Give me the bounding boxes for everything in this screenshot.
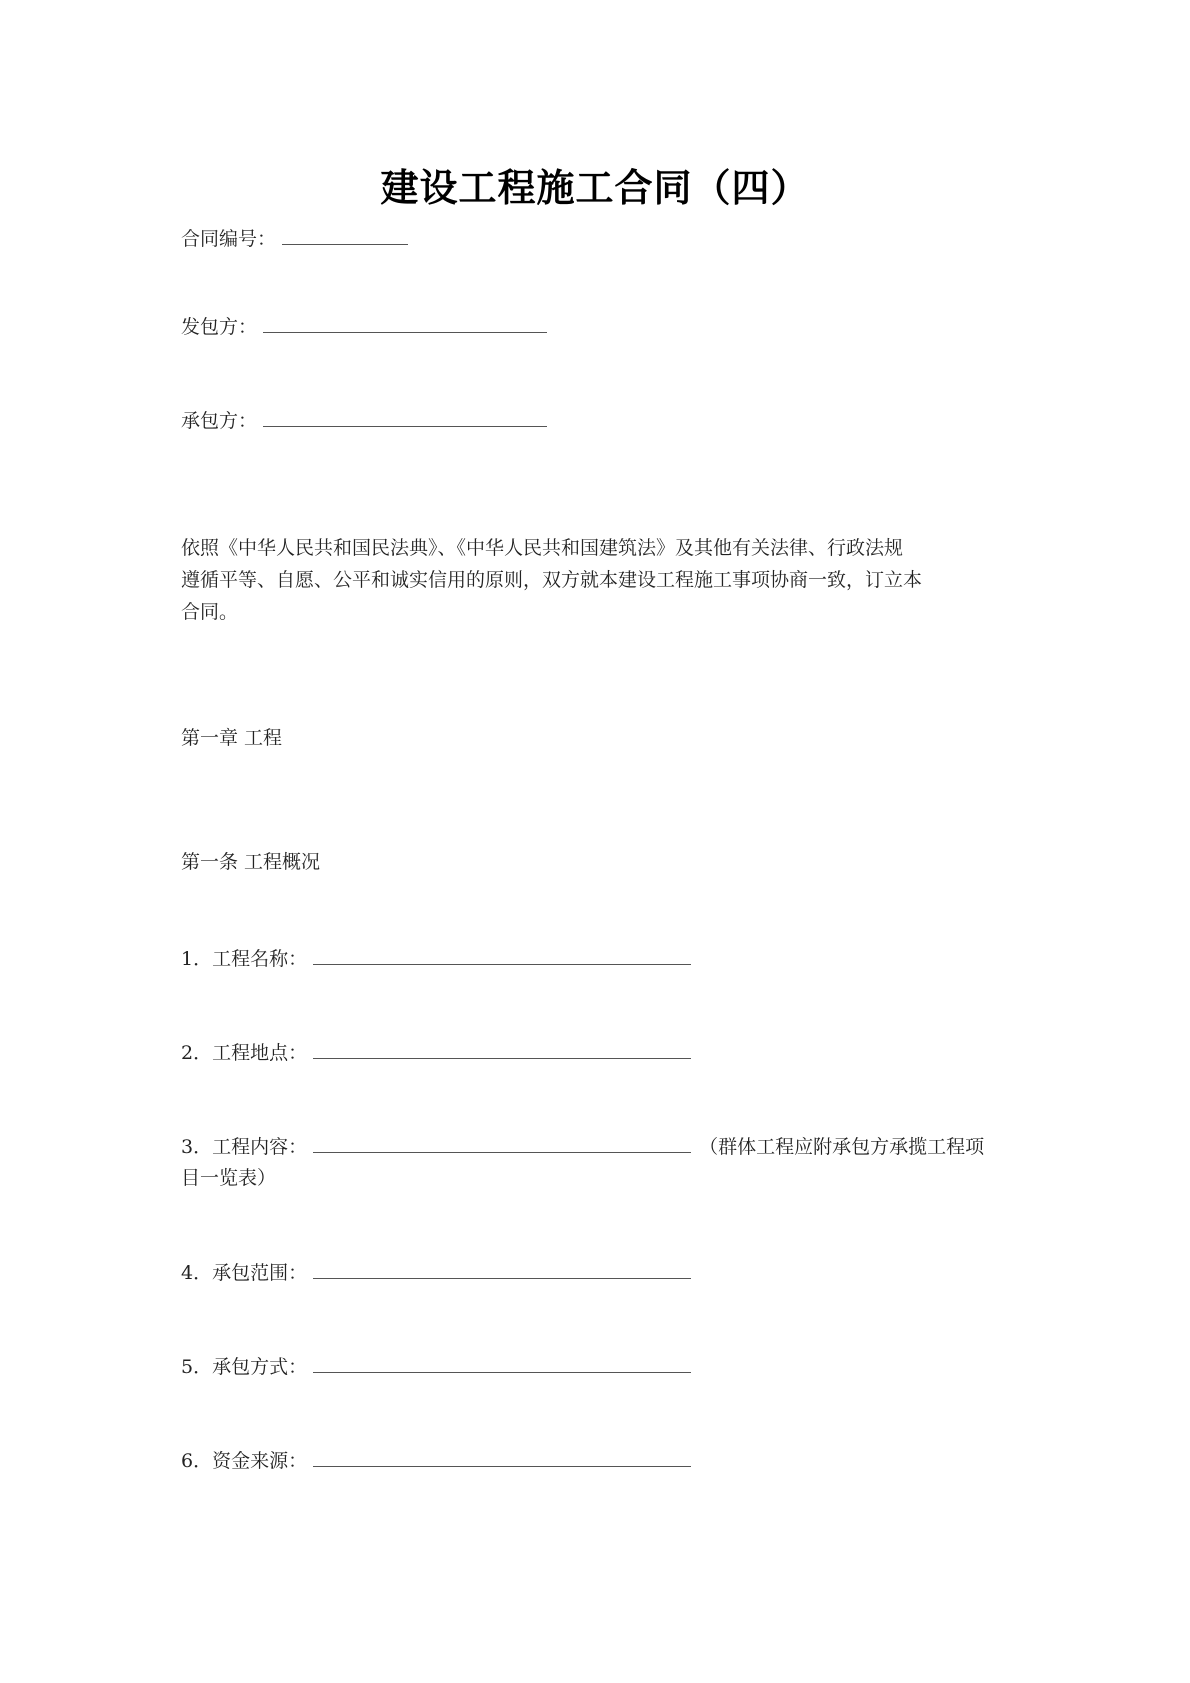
item-label: 3．工程内容： xyxy=(181,1136,308,1158)
preamble-line: 合同。 xyxy=(181,601,239,623)
party-a-row xyxy=(181,310,547,343)
item-project-location xyxy=(181,1036,691,1069)
party-a-field[interactable] xyxy=(263,310,547,333)
contract-scope-field[interactable] xyxy=(313,1256,691,1279)
item-label: 2．工程地点： xyxy=(181,1042,308,1064)
item-label: 4．承包范围： xyxy=(181,1262,308,1284)
document-title: 建设工程施工合同（四） xyxy=(380,165,810,210)
item-funding-source xyxy=(181,1444,691,1477)
item-contract-method xyxy=(181,1350,691,1383)
funding-source-field[interactable] xyxy=(313,1444,691,1467)
item-project-content xyxy=(181,1130,984,1163)
contract-number-label: 合同编号： xyxy=(181,228,277,250)
item-project-name xyxy=(181,942,691,975)
party-b-field[interactable] xyxy=(263,404,547,427)
preamble-paragraph xyxy=(181,532,1019,628)
item-label: 1．工程名称： xyxy=(181,948,308,970)
contract-number-row xyxy=(181,222,408,255)
party-b-label: 承包方： xyxy=(181,410,258,432)
contract-number-field[interactable] xyxy=(282,222,408,245)
item-note-continued: 目一览表） xyxy=(181,1167,277,1189)
article-heading: 第一条 工程概况 xyxy=(181,851,321,873)
project-name-field[interactable] xyxy=(313,942,691,965)
contract-method-field[interactable] xyxy=(313,1350,691,1373)
project-content-field[interactable] xyxy=(313,1130,691,1153)
preamble-line: 依照《中华人民共和国民法典》、《中华人民共和国建筑法》及其他有关法律、行政法规 xyxy=(181,537,904,559)
party-b-row xyxy=(181,404,547,437)
chapter-heading: 第一章 工程 xyxy=(181,727,283,749)
item-note: （群体工程应附承包方承揽工程项 xyxy=(699,1136,985,1158)
item-label: 5．承包方式： xyxy=(181,1356,308,1378)
project-location-field[interactable] xyxy=(313,1036,691,1059)
item-contract-scope xyxy=(181,1256,691,1289)
party-a-label: 发包方： xyxy=(181,316,258,338)
preamble-line: 遵循平等、自愿、公平和诚实信用的原则，双方就本建设工程施工事项协商一致，订立本 xyxy=(181,569,923,591)
item-label: 6．资金来源： xyxy=(181,1450,308,1472)
